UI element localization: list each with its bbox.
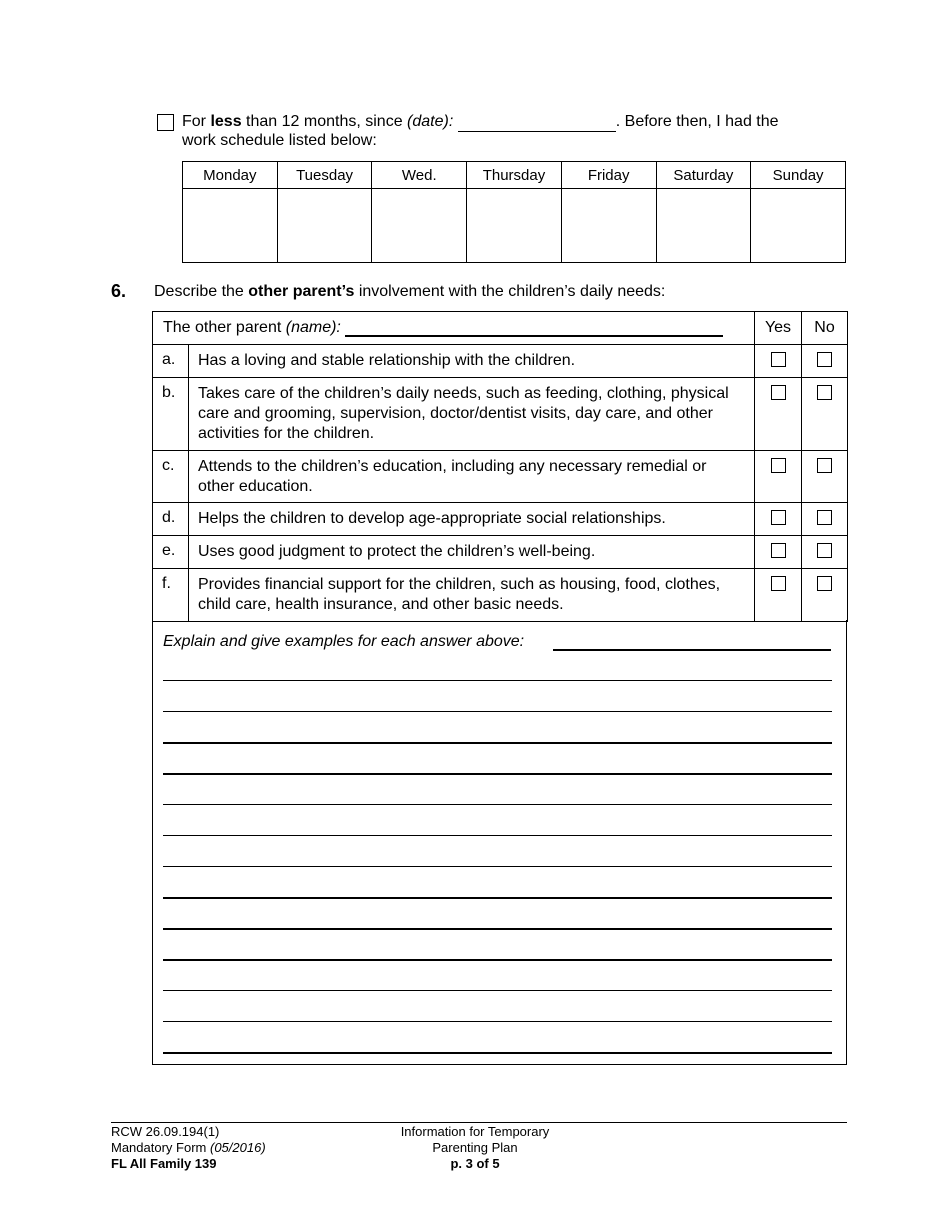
item-letter: c. <box>153 451 189 503</box>
no-cell <box>802 451 848 503</box>
footer-mandatory-date: (05/2016) <box>210 1140 266 1155</box>
explanation-line[interactable] <box>163 835 832 836</box>
other-parent-name-cell <box>153 312 755 345</box>
yes-checkbox[interactable] <box>771 510 786 525</box>
involvement-row <box>153 451 848 503</box>
no-checkbox[interactable] <box>817 458 832 473</box>
item-text: Uses good judgment to protect the children’s well-being. <box>189 536 755 569</box>
item-letter: f. <box>153 569 189 622</box>
footer-rcw: RCW 26.09.194(1) <box>111 1124 220 1139</box>
no-cell <box>802 569 848 622</box>
item-text: Attends to the children’s education, including any necessary remedial or other education. <box>189 451 755 503</box>
explanation-box <box>152 620 847 1065</box>
schedule-header-row <box>183 162 846 189</box>
footer-mandatory-text: Mandatory Form <box>111 1140 207 1155</box>
schedule-cell[interactable] <box>656 189 751 263</box>
day-header: Wed. <box>372 162 467 189</box>
name-label: The other parent <box>163 319 282 336</box>
explanation-line[interactable] <box>163 990 832 991</box>
day-header: Saturday <box>656 162 751 189</box>
schedule-cell[interactable] <box>467 189 562 263</box>
yes-cell <box>755 451 802 503</box>
date-label: (date): <box>407 113 454 130</box>
section-6-heading <box>154 283 665 301</box>
no-checkbox[interactable] <box>817 510 832 525</box>
heading-text-before: Describe the <box>154 283 244 300</box>
no-checkbox[interactable] <box>817 576 832 591</box>
explanation-line[interactable] <box>163 773 832 775</box>
yes-cell <box>755 503 802 536</box>
item-text: Provides financial support for the children, such as housing, food, clothes, child care, health insurance, and other basic needs. <box>189 569 755 622</box>
other-parent-name-field[interactable] <box>345 319 723 337</box>
section-6-number: 6. <box>111 281 127 301</box>
no-cell <box>802 378 848 451</box>
since-date-field[interactable] <box>458 117 616 132</box>
involvement-row <box>153 503 848 536</box>
yes-checkbox[interactable] <box>771 352 786 367</box>
footer-title-line2: Parenting Plan <box>432 1140 518 1155</box>
no-cell <box>802 345 848 378</box>
involvement-row <box>153 569 848 622</box>
footer-page-number: p. 3 of 5 <box>450 1156 500 1171</box>
explanation-line[interactable] <box>163 897 832 899</box>
explanation-line[interactable] <box>163 711 832 712</box>
less-than-12-months-text <box>182 112 779 132</box>
option-middle-text: than 12 months, since <box>246 113 403 130</box>
name-label-italic: (name): <box>285 319 341 336</box>
option-after-date: . Before then, I had the <box>615 113 779 130</box>
explanation-line[interactable] <box>163 804 832 805</box>
yes-checkbox[interactable] <box>771 576 786 591</box>
yes-checkbox[interactable] <box>771 543 786 558</box>
yes-cell <box>755 536 802 569</box>
day-header: Sunday <box>751 162 846 189</box>
no-checkbox[interactable] <box>817 543 832 558</box>
item-letter: b. <box>153 378 189 451</box>
day-header: Tuesday <box>277 162 372 189</box>
footer-form-id: FL All Family 139 <box>111 1156 217 1171</box>
item-letter: d. <box>153 503 189 536</box>
footer-title-line1: Information for Temporary <box>400 1124 550 1139</box>
heading-text-after: involvement with the children’s daily needs: <box>358 283 666 300</box>
explanation-first-line[interactable] <box>553 649 831 651</box>
schedule-cell[interactable] <box>372 189 467 263</box>
day-header: Monday <box>183 162 278 189</box>
yes-cell <box>755 378 802 451</box>
explanation-line[interactable] <box>163 1052 832 1054</box>
footer-mandatory <box>111 1140 266 1156</box>
option-bold-word: less <box>210 113 242 130</box>
other-parent-name-row <box>153 312 848 345</box>
item-text: Has a loving and stable relationship with the children. <box>189 345 755 378</box>
explanation-line[interactable] <box>163 742 832 744</box>
previous-work-schedule-table <box>182 161 846 263</box>
day-header: Friday <box>561 162 656 189</box>
item-letter: a. <box>153 345 189 378</box>
heading-text-bold: other parent’s <box>248 283 355 300</box>
footer-form-info <box>111 1124 266 1172</box>
no-cell <box>802 536 848 569</box>
day-header: Thursday <box>467 162 562 189</box>
yes-checkbox[interactable] <box>771 458 786 473</box>
explanation-line[interactable] <box>163 680 832 681</box>
footer-divider <box>111 1122 847 1123</box>
option-prefix: For <box>182 113 206 130</box>
explanation-line[interactable] <box>163 1021 832 1022</box>
explanation-label: Explain and give examples for each answer above: <box>163 633 525 650</box>
no-checkbox[interactable] <box>817 352 832 367</box>
option-line2: work schedule listed below: <box>182 132 377 149</box>
item-text: Helps the children to develop age-appropriate social relationships. <box>189 503 755 536</box>
schedule-cell[interactable] <box>277 189 372 263</box>
footer-form-title <box>380 1124 570 1172</box>
schedule-cell[interactable] <box>183 189 278 263</box>
yes-column-header: Yes <box>755 312 802 345</box>
involvement-row <box>153 345 848 378</box>
explanation-line[interactable] <box>163 928 832 930</box>
item-text: Takes care of the children’s daily needs, such as feeding, clothing, physical care and grooming, supervision, doctor/dentist visits, day care, and other activities for the children. <box>189 378 755 451</box>
explanation-line[interactable] <box>163 866 832 867</box>
yes-checkbox[interactable] <box>771 385 786 400</box>
yes-cell <box>755 569 802 622</box>
schedule-entry-row <box>183 189 846 263</box>
less-than-12-months-checkbox[interactable] <box>157 114 174 131</box>
other-parent-involvement-table <box>152 311 848 622</box>
schedule-cell[interactable] <box>561 189 656 263</box>
no-column-header: No <box>802 312 848 345</box>
involvement-row <box>153 378 848 451</box>
schedule-cell[interactable] <box>751 189 846 263</box>
no-cell <box>802 503 848 536</box>
yes-cell <box>755 345 802 378</box>
explanation-line[interactable] <box>163 959 832 961</box>
no-checkbox[interactable] <box>817 385 832 400</box>
involvement-row <box>153 536 848 569</box>
item-letter: e. <box>153 536 189 569</box>
